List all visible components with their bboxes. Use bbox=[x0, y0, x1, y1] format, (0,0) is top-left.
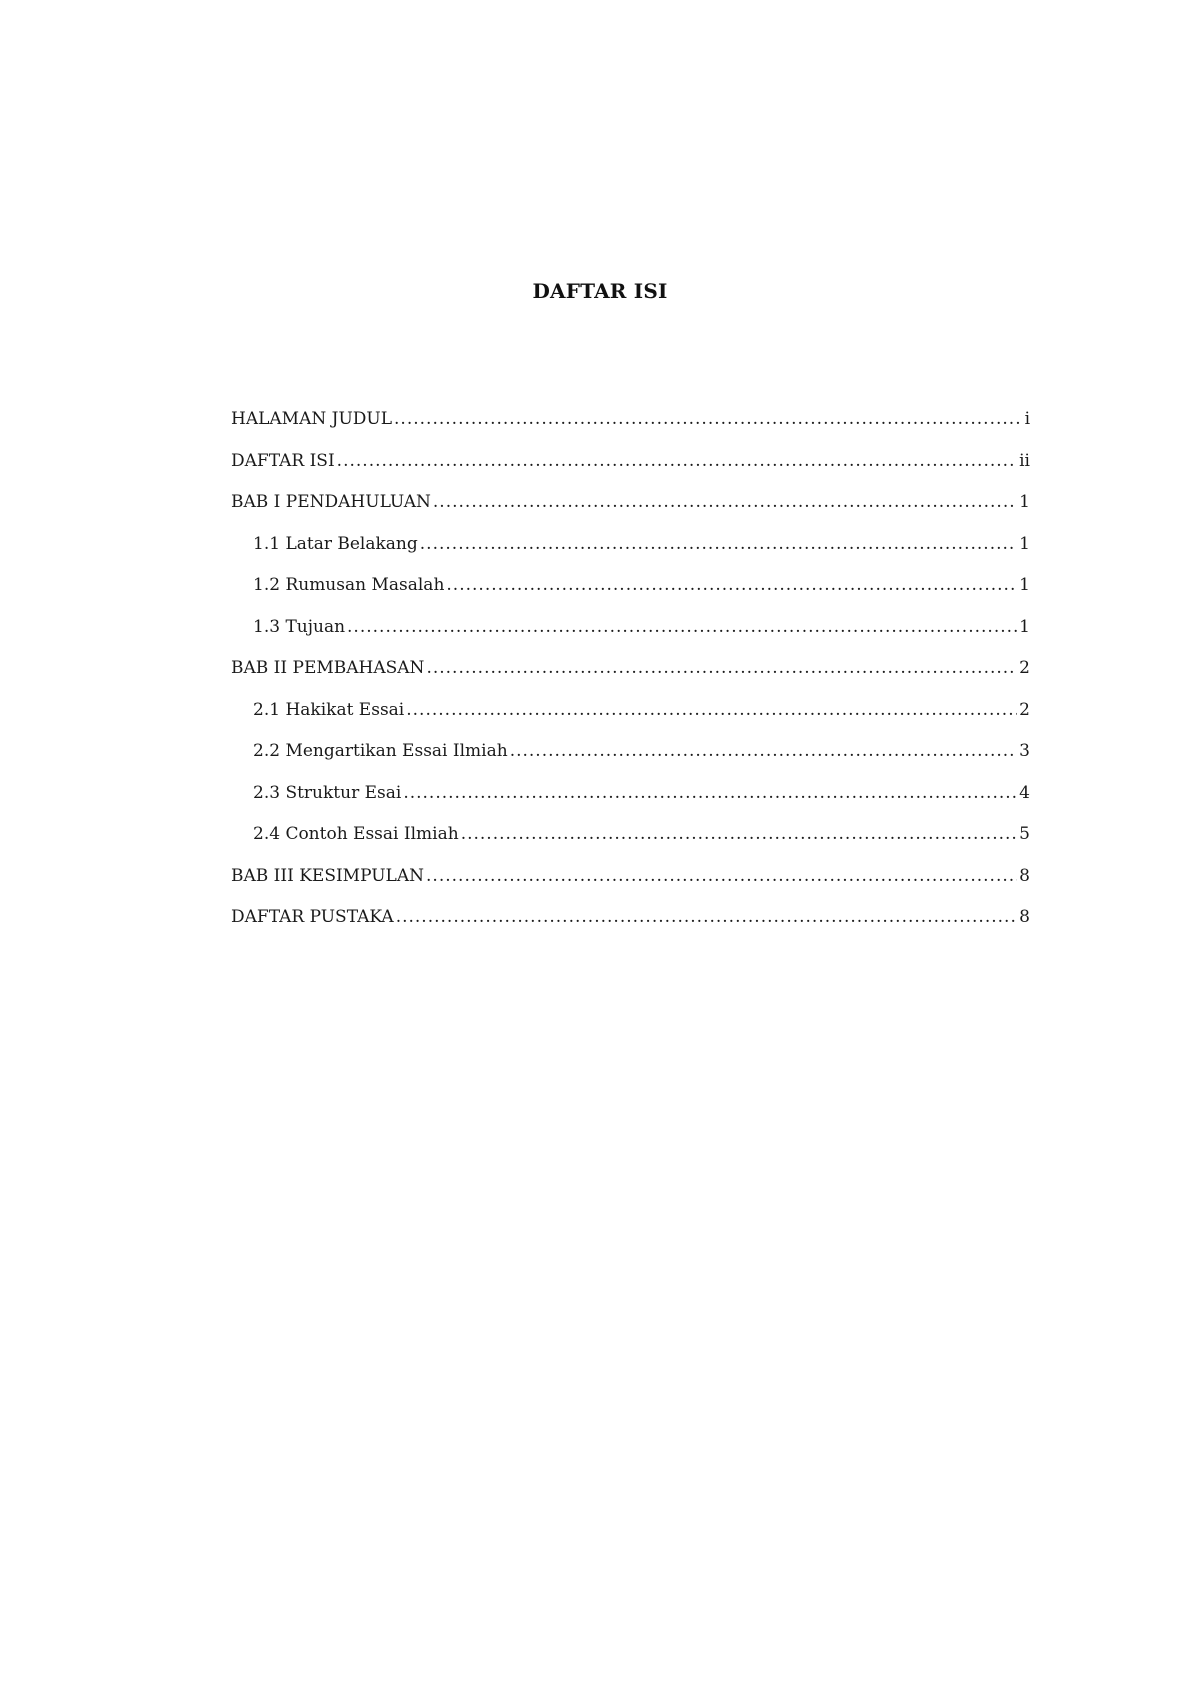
toc-page-number: 5 bbox=[1019, 824, 1030, 844]
toc-dot-leader bbox=[433, 491, 1017, 513]
toc-entry-label: 1.2 Rumusan Masalah bbox=[253, 575, 445, 595]
toc-entry-1-1[interactable] bbox=[231, 533, 1030, 575]
toc-entry-label: 2.4 Contoh Essai Ilmiah bbox=[253, 824, 459, 844]
toc-entry-label: BAB II PEMBAHASAN bbox=[231, 658, 425, 678]
toc-entry-bab-2[interactable] bbox=[231, 657, 1030, 699]
toc-dot-leader bbox=[337, 450, 1017, 472]
toc-entry-label: 2.2 Mengartikan Essai Ilmiah bbox=[253, 741, 508, 761]
toc-page-number: 1 bbox=[1019, 616, 1030, 637]
toc-page-number: 1 bbox=[1019, 575, 1030, 595]
toc-entry-daftar-isi[interactable] bbox=[231, 450, 1030, 492]
toc-page-number: 1 bbox=[1019, 533, 1030, 554]
toc-entry-halaman-judul[interactable] bbox=[231, 408, 1030, 450]
toc-entry-2-1[interactable] bbox=[231, 699, 1030, 741]
toc-page-number: 2 bbox=[1019, 699, 1030, 720]
toc-dot-leader bbox=[347, 616, 1017, 638]
toc-entry-label: BAB I PENDAHULUAN bbox=[231, 492, 431, 512]
toc-entry-2-2[interactable] bbox=[231, 740, 1030, 782]
toc-entry-label: 1.1 Latar Belakang bbox=[253, 533, 418, 554]
page-title: DAFTAR ISI bbox=[532, 279, 668, 303]
toc-entry-label: 2.3 Struktur Esai bbox=[253, 782, 402, 803]
toc-dot-leader bbox=[420, 533, 1017, 555]
toc-entry-daftar-pustaka[interactable] bbox=[231, 906, 1030, 948]
toc-dot-leader bbox=[406, 699, 1017, 721]
toc-entry-label: 2.1 Hakikat Essai bbox=[253, 699, 405, 720]
toc-dot-leader bbox=[426, 865, 1017, 887]
toc-dot-leader bbox=[403, 782, 1017, 804]
toc-entry-1-2[interactable] bbox=[231, 574, 1030, 616]
toc-page-number: 8 bbox=[1019, 865, 1030, 886]
toc-page-number: 3 bbox=[1019, 741, 1030, 761]
toc-entry-2-4[interactable] bbox=[231, 823, 1030, 865]
toc-dot-leader bbox=[426, 657, 1017, 679]
toc-dot-leader bbox=[461, 823, 1017, 845]
toc-dot-leader bbox=[446, 574, 1017, 596]
toc-page-number: 1 bbox=[1019, 492, 1030, 512]
toc-dot-leader bbox=[396, 906, 1017, 928]
toc-entry-label: DAFTAR ISI bbox=[231, 450, 335, 471]
toc-entry-label: HALAMAN JUDUL bbox=[231, 409, 393, 429]
toc-entry-bab-3[interactable] bbox=[231, 865, 1030, 907]
toc-page-number: i bbox=[1024, 409, 1030, 429]
toc-dot-leader bbox=[510, 740, 1017, 762]
table-of-contents bbox=[231, 408, 1030, 948]
toc-page-number: 8 bbox=[1019, 907, 1030, 927]
toc-entry-label: DAFTAR PUSTAKA bbox=[231, 907, 394, 927]
toc-entry-2-3[interactable] bbox=[231, 782, 1030, 824]
toc-page-number: ii bbox=[1019, 450, 1030, 471]
toc-entry-label: BAB III KESIMPULAN bbox=[231, 865, 425, 886]
toc-entry-1-3[interactable] bbox=[231, 616, 1030, 658]
toc-entry-label: 1.3 Tujuan bbox=[253, 616, 346, 637]
toc-page-number: 2 bbox=[1019, 658, 1030, 678]
toc-entry-bab-1[interactable] bbox=[231, 491, 1030, 533]
toc-dot-leader bbox=[394, 408, 1020, 430]
toc-page-number: 4 bbox=[1019, 782, 1030, 803]
